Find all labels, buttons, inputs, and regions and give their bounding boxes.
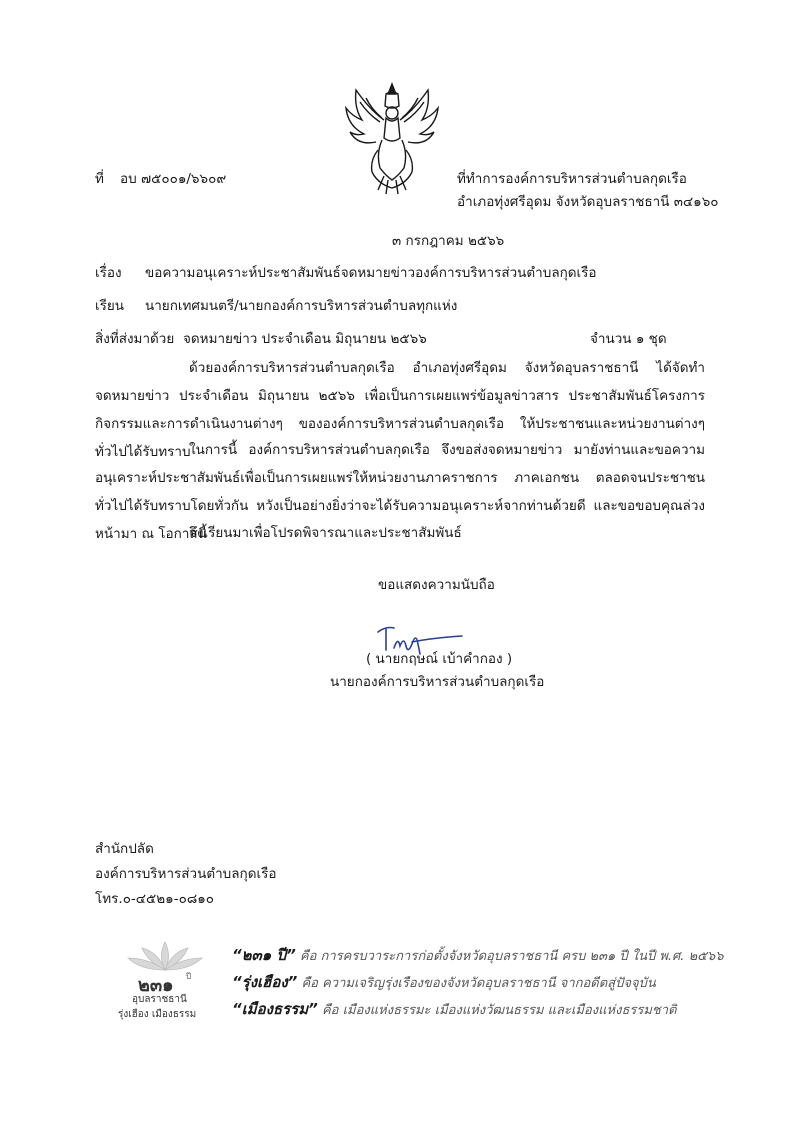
body-paragraph-3: จึงเรียนมาเพื่อโปรดพิจารณาและประชาสัมพันธ์ xyxy=(189,525,462,541)
footer-slogan-keyword: “๒๓๑ ปี” xyxy=(232,946,296,964)
ubon-231-logo xyxy=(110,940,220,1020)
footer-slogan-3 xyxy=(232,1000,676,1020)
doc-number-label: ที่ xyxy=(95,171,104,187)
office-address-line1: ที่ทำการองค์การบริหารส่วนตำบลกุดเรือ xyxy=(457,171,687,187)
recipient-text: นายกเทศมนตรี/นายกองค์การบริหารส่วนตำบลทุกแห่ง xyxy=(145,298,458,314)
doc-number: อบ ๗๕๐๐๑/๖๖๐๙ xyxy=(120,171,227,187)
signer-title: นายกองค์การบริหารส่วนตำบลกุดเรือ xyxy=(330,674,545,690)
garuda-emblem-icon xyxy=(342,80,442,198)
enclosure-label: สิ่งที่ส่งมาด้วย xyxy=(95,331,175,347)
recipient-label: เรียน xyxy=(95,298,125,314)
subject-text: ขอความอนุเคราะห์ประชาสัมพันธ์จดหมายข่าวองค์การบริหารส่วนตำบลกุดเรือ xyxy=(145,265,597,281)
footer-slogan-description: คือ ความเจริญรุ่งเรืองของจังหวัดอุบลราชธานี จากอดีตสู่ปัจจุบัน xyxy=(301,976,656,991)
letter-date: ๓ กรกฎาคม ๒๕๖๖ xyxy=(392,233,505,249)
office-address-line2: อำเภอทุ่งศรีอุดม จังหวัดอุบลราชธานี ๓๔๑๖๐ xyxy=(457,194,719,210)
footer-slogan-description: คือ เมืองแห่งธรรมะ เมืองแห่งวัฒนธรรม และเมืองแห่งธรรมชาติ xyxy=(321,1003,677,1018)
contact-department: สำนักปลัด xyxy=(95,841,154,857)
footer-slogan-keyword: “เมืองธรรม” xyxy=(232,1000,318,1018)
footer-slogan-2 xyxy=(232,973,656,993)
body-paragraph-1: ด้วยองค์การบริหารส่วนตำบลกุดเรือ อำเภอทุ่งศรีอุดม จังหวัดอุบลราชธานี ได้จัดทำจดหมายข่าว ประจำเดือน มิถุนายน ๒๕๖๖ เพื่อเป็นการเผยแพร่ข้อมูลข่าวสาร ประชาสัมพันธ์โครงการ กิจกรรมและการดำเนินงานต่างๆ ขององค์การบริหารส่วนตำบลกุดเรือ ให้ประชาชนและหน่วยงานต่างๆ ทั่วไปได้รับทราบ xyxy=(95,360,705,460)
signer-name: ( นายกฤษณ์ เบ้าคำกอง ) xyxy=(366,651,513,667)
contact-phone: โทร.๐-๔๕๒๑-๐๘๑๐ xyxy=(95,891,215,907)
logo-line2: รุ่งเฮือง เมืองธรรม xyxy=(118,1009,197,1020)
enclosure-text: จดหมายข่าว ประจำเดือน มิถุนายน ๒๕๖๖ xyxy=(183,331,427,347)
body-paragraph-2: ในการนี้ องค์การบริหารส่วนตำบลกุดเรือ จึงขอส่งจดหมายข่าว มายังท่านและขอความอนุเคราะห์ประชาสัมพันธ์เพื่อเป็นการเผยแพร่ให้หน่วยงานภาคราชการ ภาคเอกชน ตลอดจนประชาชนทั่วไปได้รับทราบโดยทั่วกัน หวังเป็นอย่างยิ่งว่าจะได้รับความอนุเคราะห์จากท่านด้วยดี และขอขอบคุณล่วงหน้ามา ณ โอกาสนี้ xyxy=(95,442,705,542)
contact-organization: องค์การบริหารส่วนตำบลกุดเรือ xyxy=(95,866,277,882)
enclosure-quantity: จำนวน ๑ ชุด xyxy=(590,331,667,347)
lotus-icon xyxy=(110,940,220,974)
closing-regards: ขอแสดงความนับถือ xyxy=(378,577,495,593)
logo-number: ๒๓๑ xyxy=(138,975,174,996)
footer-slogan-description: คือ การครบวาระการก่อตั้งจังหวัดอุบลราชธานี ครบ ๒๓๑ ปี ในปี พ.ศ. ๒๕๖๖ xyxy=(299,949,724,964)
subject-label: เรื่อง xyxy=(95,265,122,281)
logo-line1: อุบลราชธานี xyxy=(132,994,187,1005)
footer-slogan-1 xyxy=(232,946,723,966)
footer-slogan-keyword: “รุ่งเฮือง” xyxy=(232,973,298,991)
logo-number-suffix: ปี xyxy=(186,972,192,981)
